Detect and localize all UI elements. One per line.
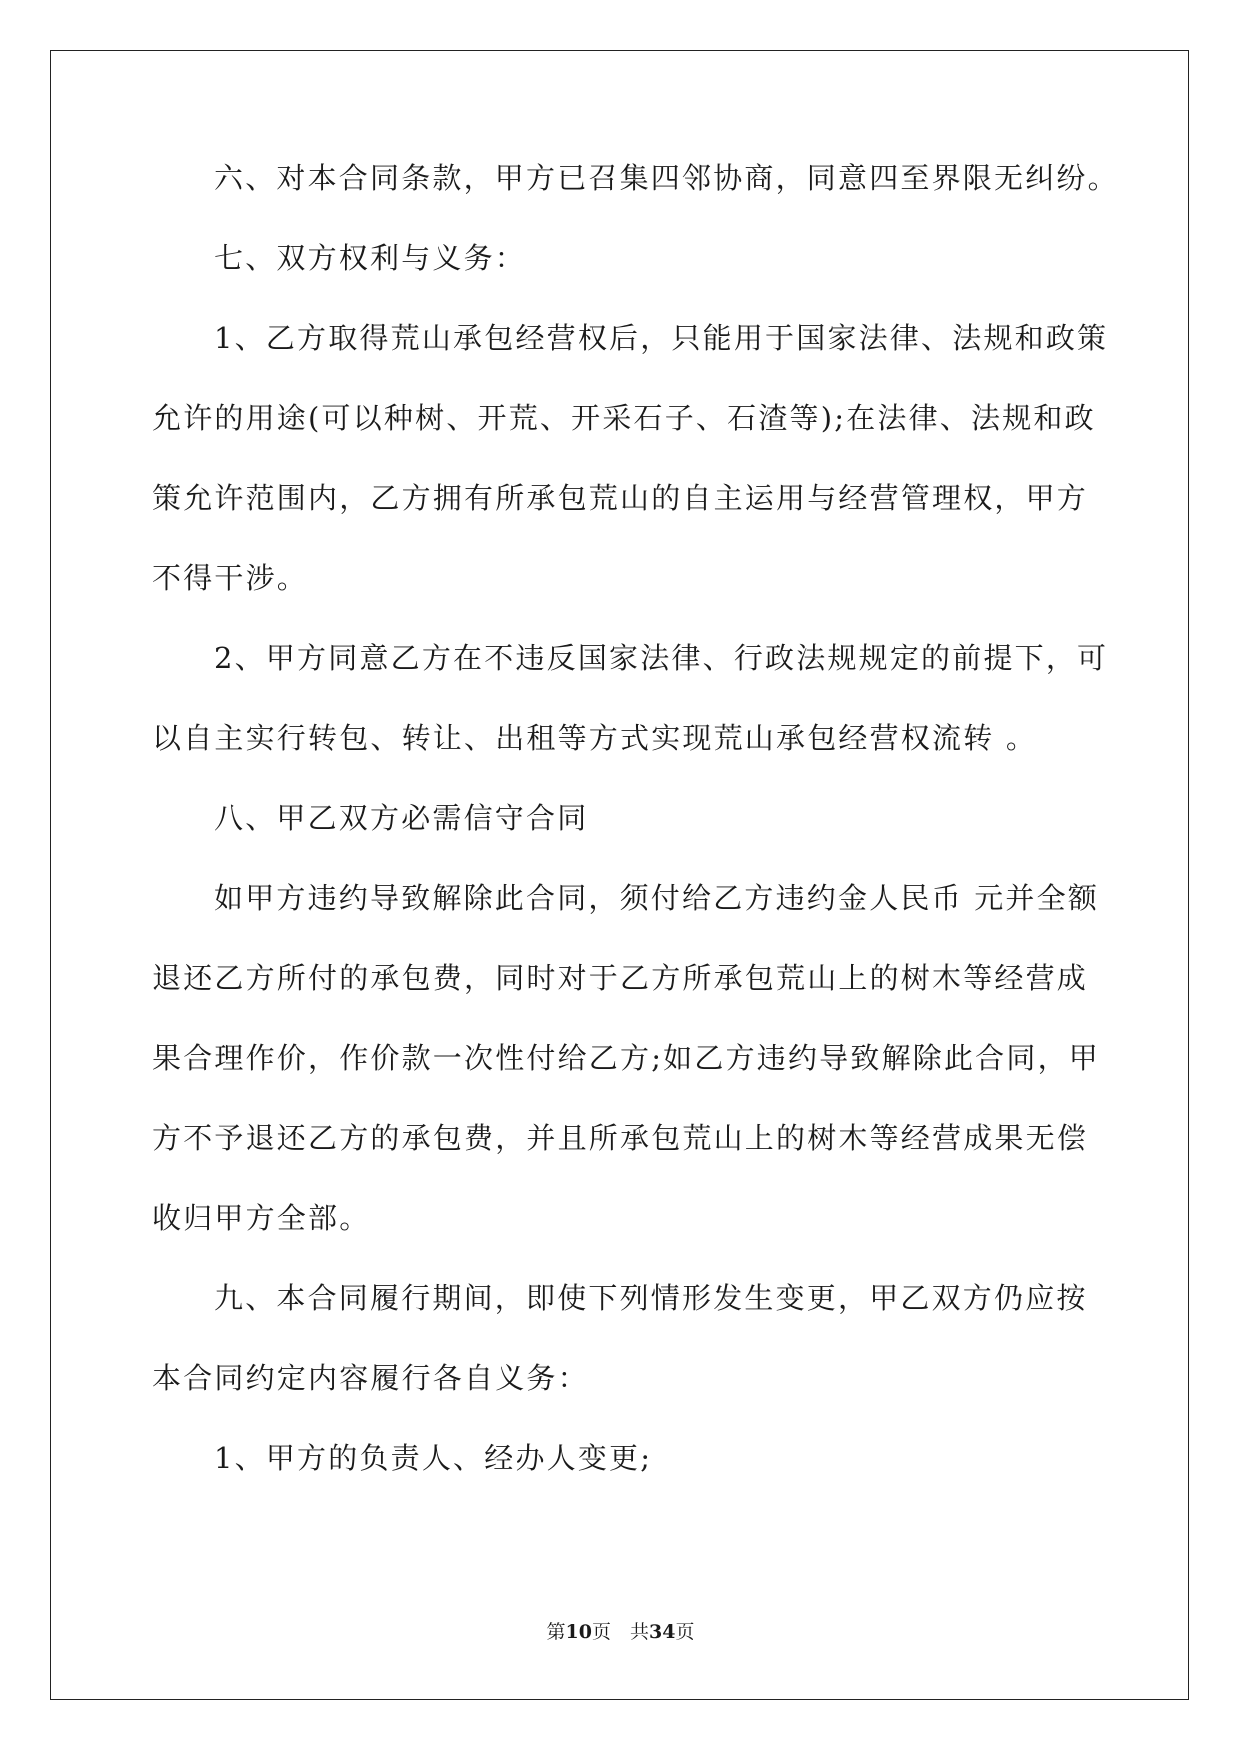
text-line: 本合同约定内容履行各自义务： [152,1361,589,1395]
text-line: 如甲方违约导致解除此合同，须付给乙方违约金人民币 元并全额 [214,881,1100,915]
document-body [152,160,1119,1520]
text-line: 八、甲乙双方必需信守合同 [214,801,589,835]
footer-prefix: 第 [546,1621,566,1643]
text-line: 退还乙方所付的承包费，同时对于乙方所承包荒山上的树木等经营成 [152,961,1089,995]
text-line: 六、对本合同条款，甲方已召集四邻协商，同意四至界限无纠纷。 [214,161,1119,195]
text-line: 果合理作价，作价款一次性付给乙方;如乙方违约导致解除此合同，甲 [152,1041,1100,1075]
total-page-number: 34 [649,1621,676,1643]
text-line: 2、甲方同意乙方在不违反国家法律、行政法规规定的前提下，可 [214,641,1109,675]
text-line: 不得干涉。 [152,561,309,595]
text-line: 1、甲方的负责人、经办人变更; [214,1441,653,1475]
page-footer [0,1617,1241,1644]
text-line: 收归甲方全部。 [152,1201,371,1235]
text-line: 以自主实行转包、转让、出租等方式实现荒山承包经营权流转 。 [152,721,1038,755]
text-line: 策允许范围内，乙方拥有所承包荒山的自主运用与经营管理权，甲方 [152,481,1089,515]
text-line: 九、本合同履行期间，即使下列情形发生变更，甲乙双方仍应按 [214,1281,1088,1315]
footer-mid: 页 共 [591,1621,649,1643]
footer-suffix: 页 [675,1621,695,1643]
text-line: 允许的用途(可以种树、开荒、开采石子、石渣等);在法律、法规和政 [152,401,1096,435]
text-line: 七、双方权利与义务： [214,241,527,275]
text-line: 1、乙方取得荒山承包经营权后，只能用于国家法律、法规和政策 [214,321,1109,355]
current-page-number: 10 [565,1621,592,1643]
text-line: 方不予退还乙方的承包费，并且所承包荒山上的树木等经营成果无偿 [152,1121,1089,1155]
